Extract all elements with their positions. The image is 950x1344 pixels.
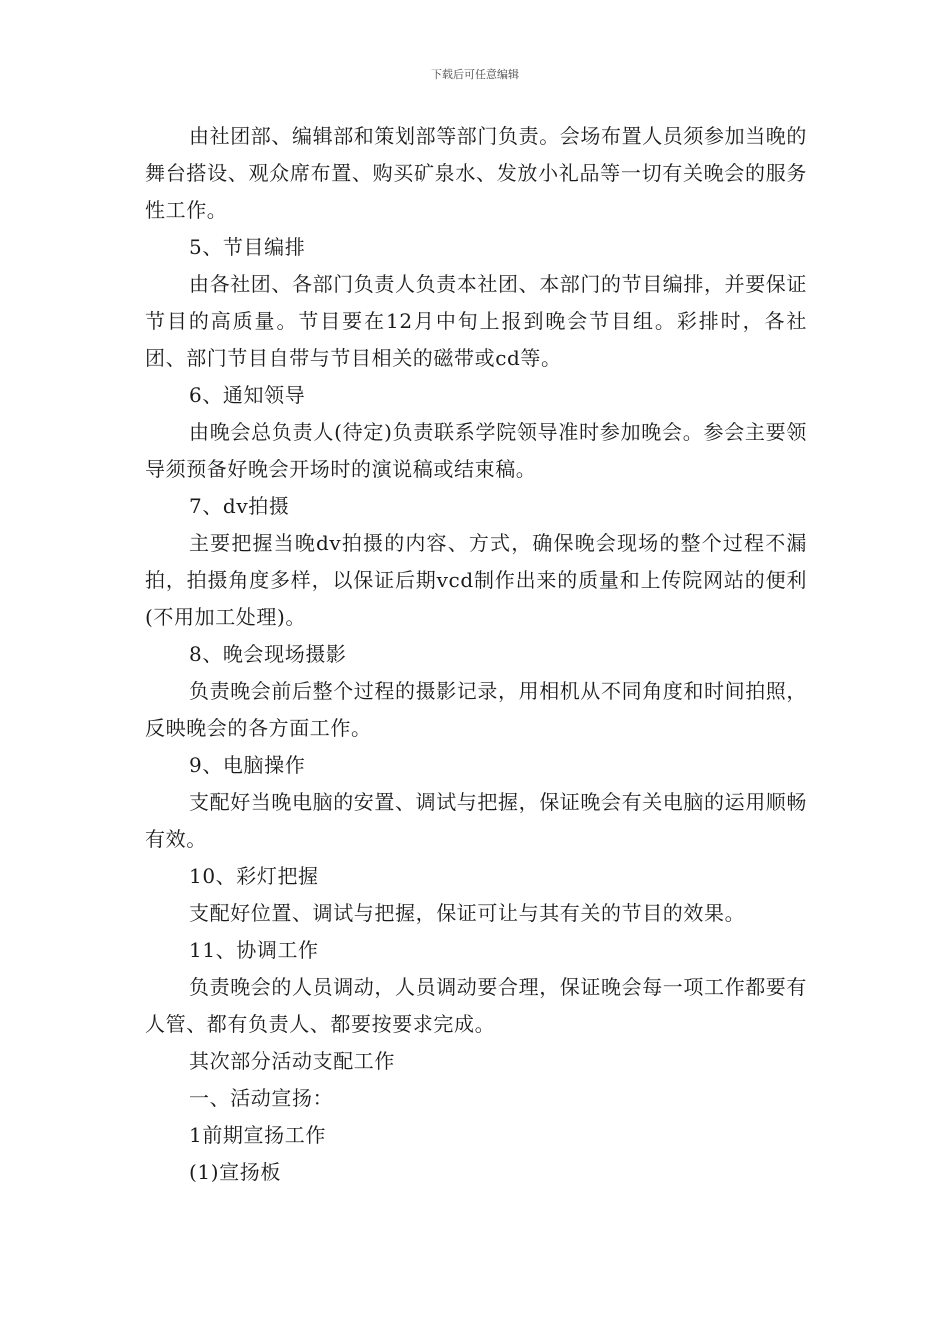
section-heading: 10、彩灯把握 <box>189 864 319 888</box>
paragraph: 支配好当晚电脑的安置、调试与把握，保证晚会有关电脑的运用顺畅有效。 <box>145 790 807 851</box>
paragraph: 由社团部、编辑部和策划部等部门负责。会场布置人员须参加当晚的舞台搭设、观众席布置、购买矿泉水、发放小礼品等一切有关晚会的服务性工作。 <box>145 124 807 222</box>
section-heading: 11、协调工作 <box>189 938 319 962</box>
section-heading: 一、活动宣扬： <box>189 1086 334 1110</box>
document-body <box>145 118 807 1191</box>
paragraph: 负责晚会的人员调动，人员调动要合理，保证晚会每一项工作都要有人管、都有负责人、都要按要求完成。 <box>145 975 807 1036</box>
section-heading: 5、节目编排 <box>189 235 306 259</box>
section-heading: 9、电脑操作 <box>189 753 306 777</box>
paragraph: 由晚会总负责人(待定)负责联系学院领导准时参加晚会。参会主要领导须预备好晚会开场时的演说稿或结束稿。 <box>145 420 807 481</box>
list-item-heading: (1)宣扬板 <box>189 1160 281 1184</box>
paragraph: 主要把握当晚dv拍摄的内容、方式，确保晚会现场的整个过程不漏拍，拍摄角度多样，以保证后期vcd制作出来的质量和上传院网站的便利(不用加工处理)。 <box>145 531 807 629</box>
section-heading: 7、dv拍摄 <box>189 494 290 518</box>
subsection-heading: 1前期宣扬工作 <box>189 1123 326 1147</box>
paragraph: 由各社团、各部门负责人负责本社团、本部门的节目编排，并要保证节目的高质量。节目要在12月中旬上报到晚会节目组。彩排时，各社团、部门节目自带与节目相关的磁带或cd等。 <box>145 272 807 370</box>
paragraph: 负责晚会前后整个过程的摄影记录，用相机从不同角度和时间拍照，反映晚会的各方面工作。 <box>145 679 807 740</box>
part-heading: 其次部分活动支配工作 <box>189 1049 395 1073</box>
paragraph: 支配好位置、调试与把握，保证可让与其有关的节目的效果。 <box>189 901 746 925</box>
section-heading: 6、通知领导 <box>189 383 306 407</box>
page-header-note: 下载后可任意编辑 <box>431 68 519 81</box>
section-heading: 8、晚会现场摄影 <box>189 642 347 666</box>
